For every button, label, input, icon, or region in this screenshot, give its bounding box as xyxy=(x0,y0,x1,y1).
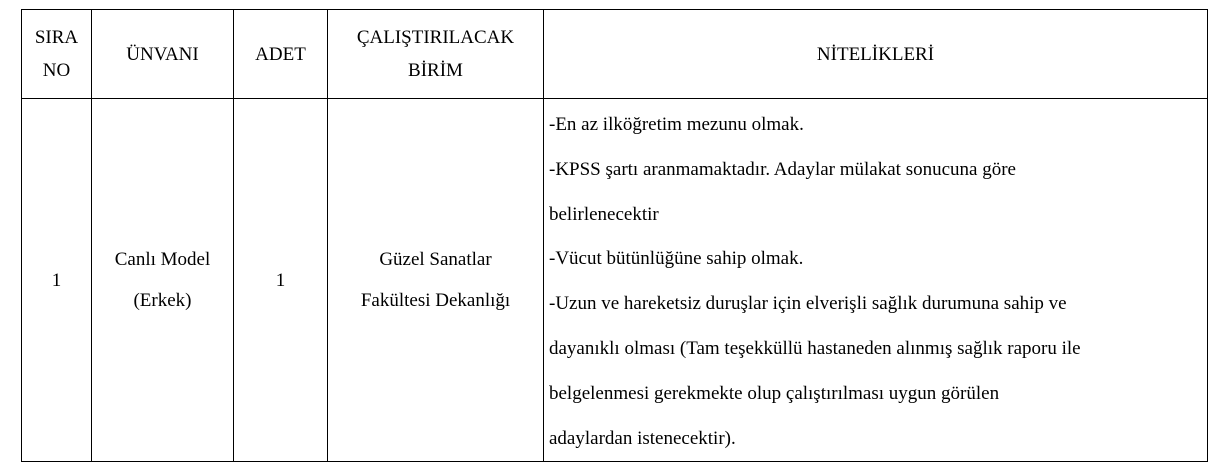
job-listing-table xyxy=(21,9,1208,462)
cell-birim-line-1: Güzel Sanatlar xyxy=(379,249,492,271)
header-adet xyxy=(234,10,328,99)
header-sira-no xyxy=(22,10,92,99)
cell-unvani xyxy=(92,99,234,462)
header-unvani xyxy=(92,10,234,99)
header-row xyxy=(22,10,1208,99)
table-row xyxy=(22,99,1208,462)
qualification-line: -En az ilköğretim mezunu olmak. xyxy=(549,114,804,135)
qualification-line: dayanıklı olması (Tam teşekküllü hastaneden alınmış sağlık raporu ile xyxy=(549,337,1081,359)
qualification-line: -Vücut bütünlüğüne sahip olmak. xyxy=(549,248,804,270)
header-sira-line-2: NO xyxy=(42,60,71,81)
header-birim-line-1: ÇALIŞTIRILACAK xyxy=(356,27,515,48)
cell-sira-value: 1 xyxy=(51,269,62,291)
header-nitelikleri xyxy=(544,10,1208,99)
header-birim-line-2: BİRİM xyxy=(408,60,463,81)
cell-birim xyxy=(328,99,544,462)
cell-unvani-line-1: Canlı Model xyxy=(114,249,211,271)
cell-nitelikleri xyxy=(544,99,1208,462)
header-birim xyxy=(328,10,544,99)
header-unvani-label: ÜNVANI xyxy=(126,43,199,65)
header-nitelikleri-label: NİTELİKLERİ xyxy=(816,43,935,65)
header-adet-label: ADET xyxy=(255,43,306,65)
cell-adet xyxy=(234,99,328,462)
cell-adet-value: 1 xyxy=(275,269,286,291)
cell-unvani-line-2: (Erkek) xyxy=(133,290,192,312)
qualification-line: -Uzun ve hareketsiz duruşlar için elverişli sağlık durumuna sahip ve xyxy=(549,293,1067,315)
qualification-line: belgelenmesi gerekmekte olup çalıştırılması uygun görülen xyxy=(549,382,1000,404)
cell-sira xyxy=(22,99,92,462)
cell-birim-line-2: Fakültesi Dekanlığı xyxy=(360,290,511,312)
qualification-line: belirlenecektir xyxy=(549,203,659,225)
qualification-line: adaylardan istenecektir). xyxy=(549,427,736,449)
qualification-line: -KPSS şartı aranmamaktadır. Adaylar mülakat sonucuna göre xyxy=(549,158,1016,180)
header-sira-line-1: SIRA xyxy=(34,27,79,48)
